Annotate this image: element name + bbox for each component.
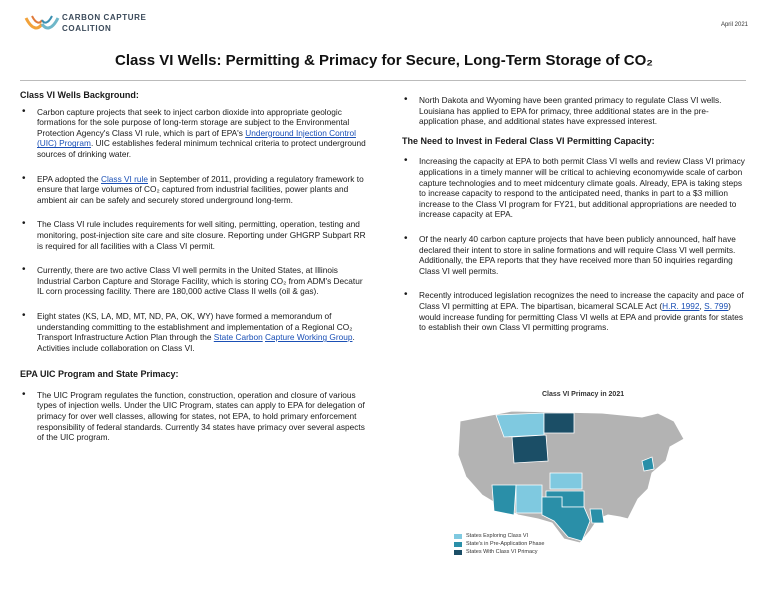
bullet-capacity: • Increasing the capacity at EPA to both permit Class VI wells and review Class VI primacy applications in a timely manner will be critical to achieving economywide scale of carbon capture technologies and to meet midcentury climate goals. Already, EPA is taking steps to increase capacity to respond to the anticipated need, thanks in part to a $3 million increase to the Class VI program for FY21, but additional appropriations are needed to increase capacity at EPA.	[402, 156, 748, 220]
logo-mark-icon	[24, 14, 60, 36]
state-louisiana	[590, 509, 604, 523]
header-divider	[20, 80, 746, 81]
section-heading-need: The Need to Invest in Federal Class VI Permitting Capacity:	[402, 135, 655, 146]
capture-working-group-link[interactable]: Capture Working Group	[265, 332, 353, 343]
us-map-graphic	[452, 403, 700, 553]
legend-item-pre-application	[454, 540, 544, 548]
legend-item-primacy	[454, 548, 544, 556]
legend-label: States Exploring Class VI	[466, 533, 529, 539]
state-wyoming	[512, 435, 548, 463]
bullet-active-permits: • Currently, there are two active Class VI well permits in the United States, at Illinois Industrial Carbon Capture and Storage Facility, which is storing CO₂ from ADM's Decatur IL corn processing facility. There are 180,000 active Class II wells (oil & gas).	[20, 265, 368, 297]
map-title: Class VI Primacy in 2021	[542, 391, 625, 398]
state-kansas	[550, 473, 582, 489]
bullet-text: Eight states (KS, LA, MD, MT, ND, PA, OK, WY) have formed a memorandum of understanding committing to the establishment and implementation of a Regional CO₂ Transport Infrastructure Action Plan through the	[37, 310, 353, 343]
bullet-text: EPA adopted the	[37, 173, 101, 184]
state-north-dakota	[544, 413, 574, 433]
logo-line-1: CARBON CAPTURE	[62, 13, 147, 22]
section-heading-background: Class VI Wells Background:	[20, 90, 139, 100]
bullet-legislation	[402, 290, 748, 332]
section-heading-uic: EPA UIC Program and State Primacy:	[20, 369, 179, 380]
left-column	[20, 90, 368, 452]
class-vi-rule-link[interactable]: Class VI rule	[100, 173, 148, 184]
legend-swatch	[454, 542, 462, 547]
state-arizona	[492, 485, 516, 515]
legend-label: States With Class VI Primacy	[466, 549, 538, 555]
bullet-text: ,	[699, 300, 705, 311]
bullet-text: . UIC establishes federal minimum technical criteria to protect underground sources of drinking water.	[37, 138, 366, 159]
state-montana	[496, 413, 544, 437]
hr-1992-link[interactable]: H.R. 1992	[662, 300, 700, 311]
legend-swatch	[454, 550, 462, 555]
bullet-rule-adopted	[20, 174, 368, 206]
bullet-eight-states	[20, 311, 368, 353]
bullet-text: . Activities include collaboration on Class VI.	[37, 332, 355, 353]
bullet-text: ) would increase funding for permitting Class VI wells at EPA and provide grants for states to establish their own Class VI permitting programs.	[419, 300, 744, 333]
logo-line-2: COALITION	[62, 24, 112, 33]
s-799-link[interactable]: S. 799	[704, 300, 729, 311]
bullet-class-vi-rule	[20, 107, 368, 160]
bullet-text: Recently introduced legislation recognizes the need to increase the capacity and pace of Class VI permitting at EPA. The bipartisan, bicameral SCALE Act (	[419, 290, 744, 311]
uic-program-link[interactable]: Underground Injection Control (UIC) Program	[37, 127, 356, 149]
bullet-uic-program: • The UIC Program regulates the function, construction, operation and closure of various types of injection wells. Under the UIC Program, states can apply to EPA for delegation of primacy for over well classes, allowing for states, not EPA, to hold primary enforcement responsibility of federal standards. Currently 34 states have primacy over several aspects of the UIC program.	[20, 390, 368, 443]
logo-text	[62, 12, 146, 34]
state-new-mexico	[516, 485, 542, 513]
map-legend	[454, 532, 544, 556]
bullet-projects: • Of the nearly 40 carbon capture projects that have been publicly announced, half have declared their intent to store in saline formations and will require Class VI well permits. Additionally, the EPA reports that they have received more than 50 inquiries regarding Class VI well permits.	[402, 234, 748, 276]
bullet-text: Carbon capture projects that seek to inject carbon dioxide into appropriate geologic formations for the sole purpose of long-term storage are subject to the Environmental Protection Agency's Class VI rule, which is part of EPA's	[37, 106, 350, 138]
legend-label: State's in Pre-Application Phase	[466, 541, 545, 547]
bullet-primacy-granted: • North Dakota and Wyoming have been granted primacy to regulate Class VI wells. Louisiana has applied to EPA for primacy, three additional states are in the pre-application phase, and additional states have expressed interest.	[402, 95, 748, 127]
right-column	[402, 95, 748, 342]
legend-swatch	[454, 534, 462, 539]
bullet-text: in September of 2011, providing a regulatory framework to ensure that large volumes of CO₂ captured from industrial facilities, power plants and ambient air can be safely and securely stored underground long-term.	[37, 173, 364, 205]
publish-date: April 2021	[720, 22, 748, 28]
state-carbon-link[interactable]: State Carbon	[213, 332, 263, 343]
page-title: Class VI Wells: Permitting & Primacy for Secure, Long-Term Storage of CO₂	[115, 52, 653, 69]
bullet-rule-requirements: • The Class VI rule includes requirements for well siting, permitting, operation, testing and monitoring, post-injection site care and site closure. Reporting under GHGRP Subpart RR is required for all facilities with a Class VI permit.	[20, 219, 368, 251]
legend-item-exploring	[454, 532, 544, 540]
